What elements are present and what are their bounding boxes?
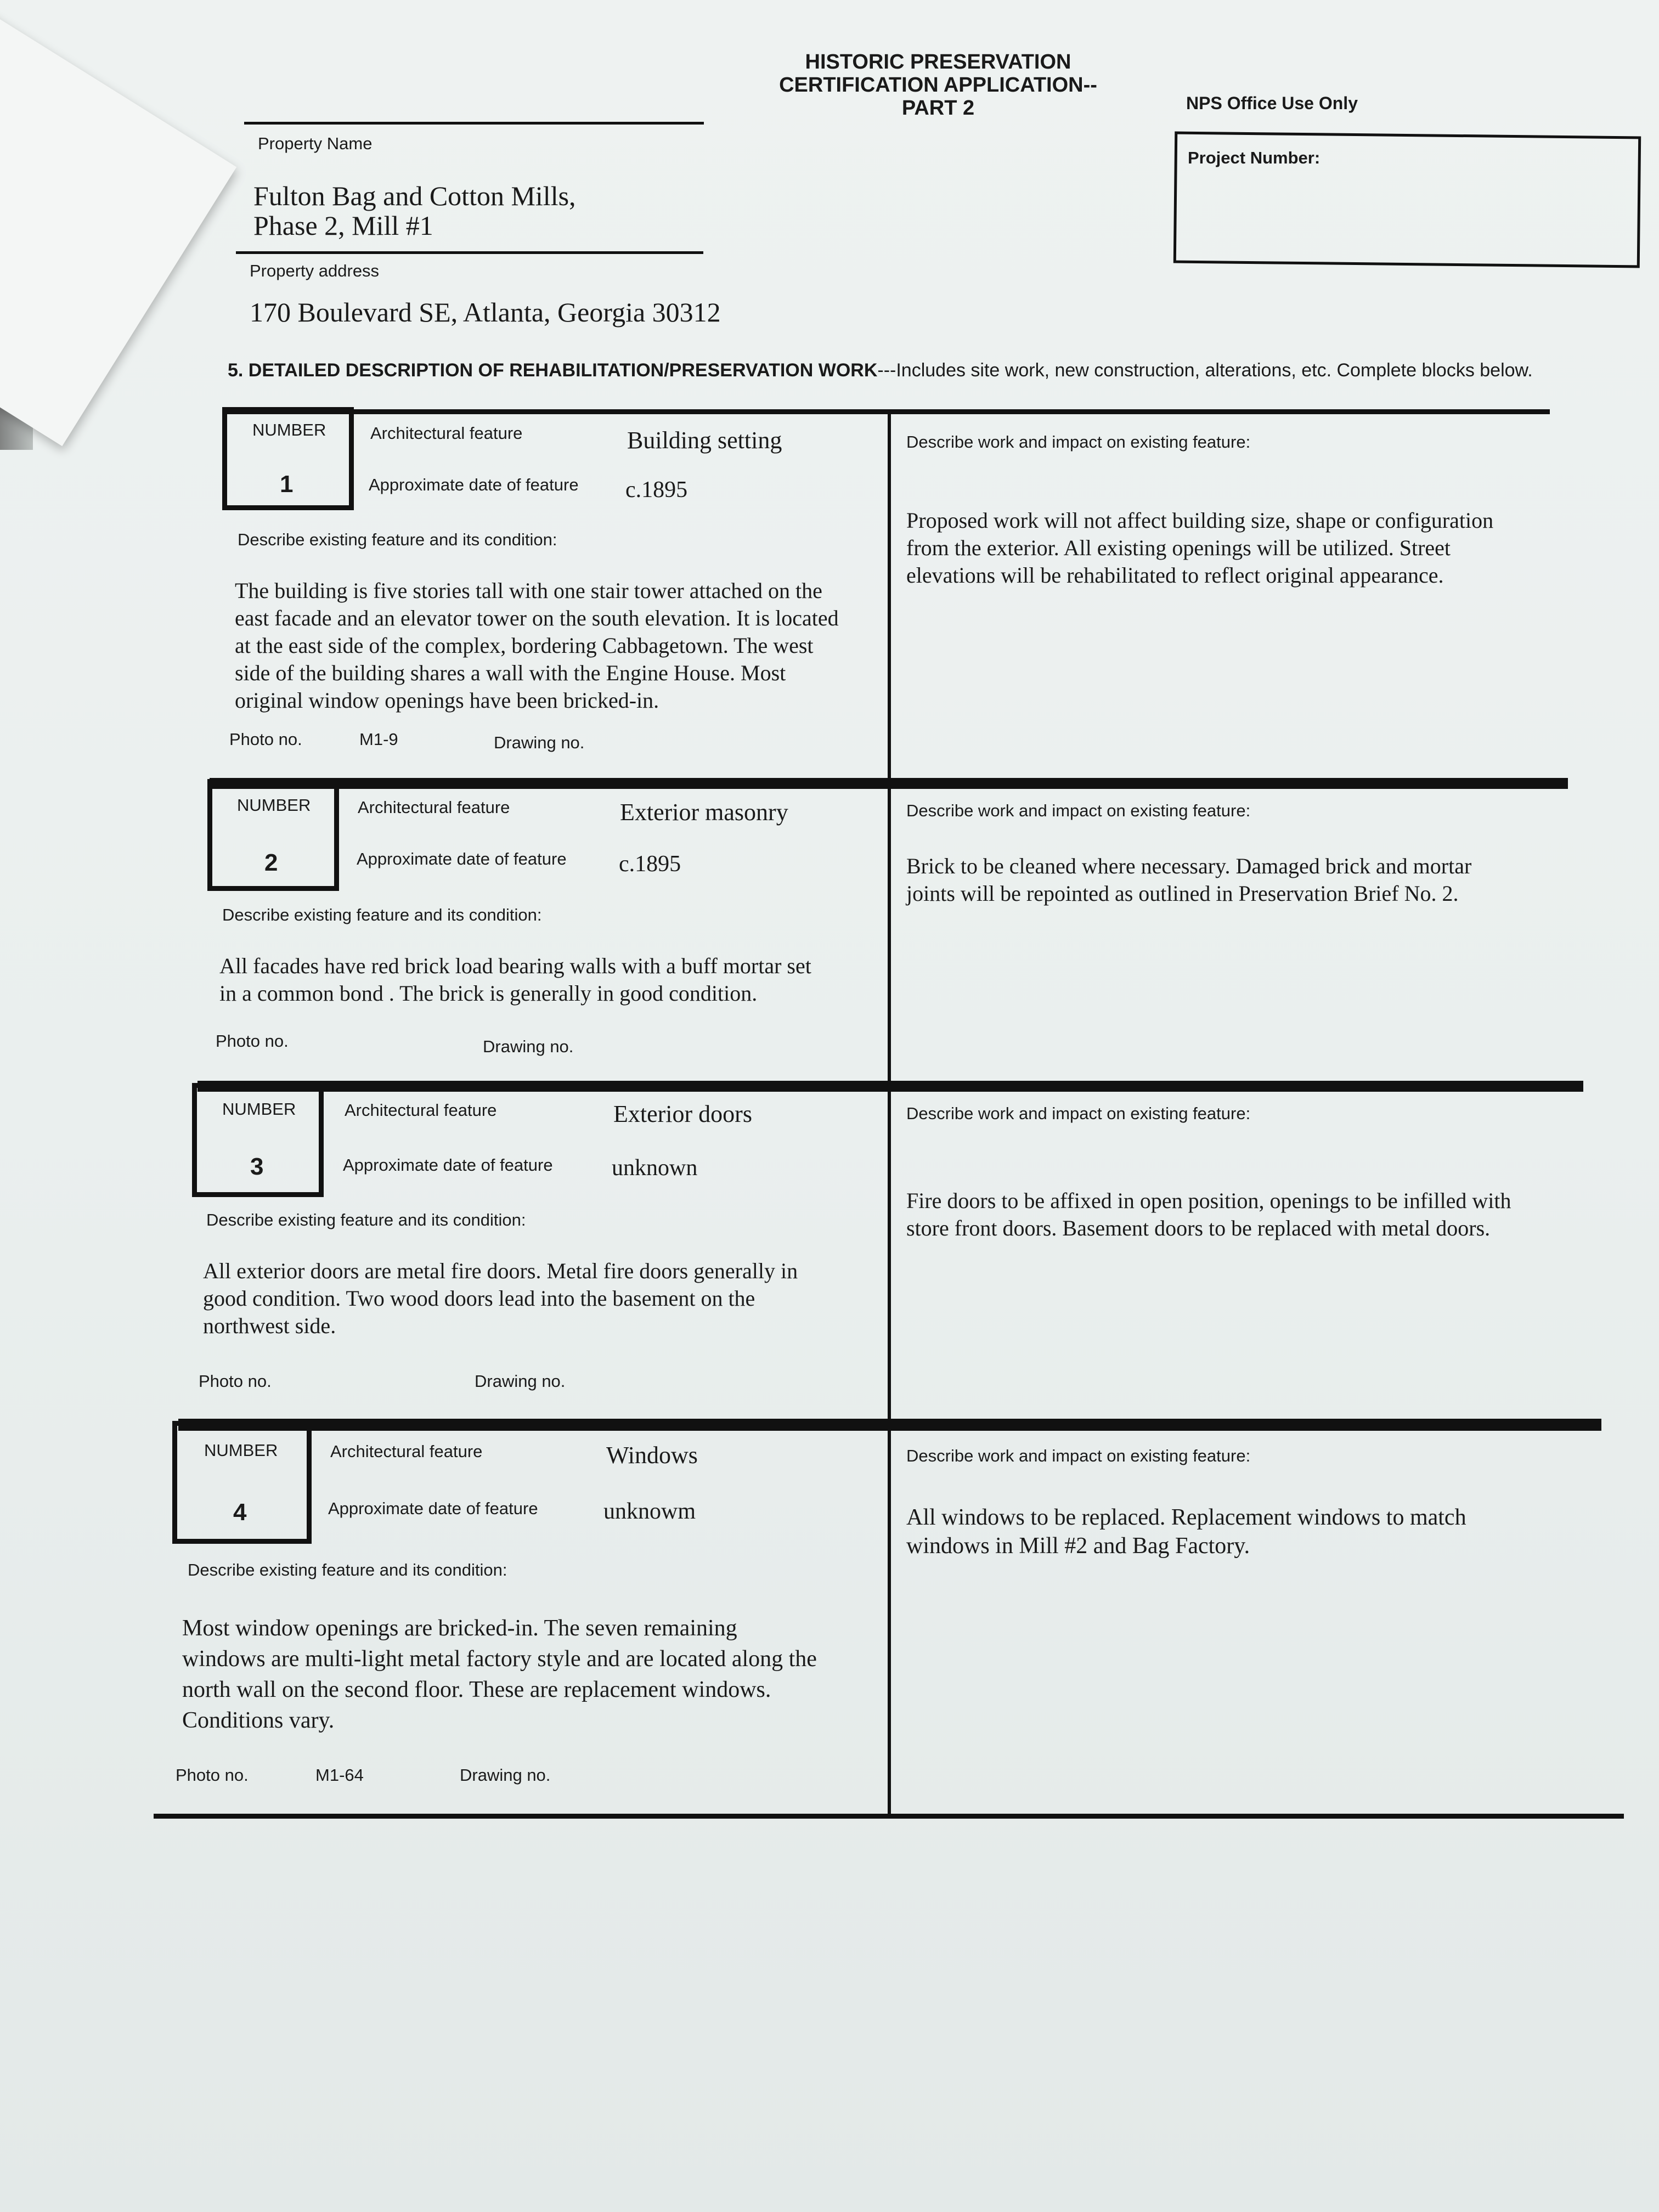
property-address-value: 170 Boulevard SE, Atlanta, Georgia 30312 — [250, 297, 721, 328]
approx-date-label: Approximate date of feature — [343, 1155, 553, 1175]
property-name-line1: Fulton Bag and Cotton Mills, — [253, 180, 576, 211]
approx-date-label: Approximate date of feature — [369, 475, 579, 494]
existing-description — [182, 1613, 817, 1736]
text-line: All facades have red brick load bearing walls with a buff mortar set — [219, 953, 811, 978]
nps-office-label: NPS Office Use Only — [1186, 93, 1358, 113]
text-line: at the east side of the complex, bordering Cabbagetown. The west — [235, 633, 814, 658]
drawing-no-label: Drawing no. — [483, 1037, 574, 1056]
text-line: store front doors. Basement doors to be replaced with metal doors. — [906, 1216, 1491, 1240]
block-number: 2 — [264, 849, 278, 876]
block-divider — [178, 1419, 1601, 1431]
text-line: from the exterior. All existing openings will be utilized. Street — [906, 535, 1451, 560]
text-line: north wall on the second floor. These are replacement windows. — [182, 1677, 771, 1702]
text-line: in a common bond . The brick is generally in good condition. — [219, 981, 758, 1006]
describe-work-label: Describe work and impact on existing feature: — [906, 432, 1251, 452]
text-line: All windows to be replaced. Replacement windows to match — [906, 1505, 1466, 1530]
approx-date-value: c.1895 — [625, 477, 688, 503]
text-line: Brick to be cleaned where necessary. Damaged brick and mortar — [906, 854, 1472, 878]
property-name-label: Property Name — [258, 134, 373, 153]
text-line: joints will be repointed as outlined in Preservation Brief No. 2. — [906, 881, 1459, 906]
divider-line — [244, 122, 704, 125]
work-description — [906, 853, 1471, 907]
section-heading — [228, 360, 1533, 381]
approx-date-value: unknown — [612, 1155, 698, 1181]
approx-date-value: unknowm — [603, 1499, 696, 1524]
arch-feature-value: Windows — [606, 1442, 698, 1469]
form-title — [757, 50, 1119, 120]
describe-work-label: Describe work and impact on existing feature: — [906, 801, 1251, 820]
text-line: east facade and an elevator tower on the south elevation. It is located — [235, 606, 839, 630]
block-number: 1 — [280, 471, 294, 498]
arch-feature-value: Exterior doors — [613, 1101, 752, 1127]
block-number: 4 — [233, 1499, 247, 1526]
number-label: NUMBER — [222, 1099, 296, 1119]
text-line: All exterior doors are metal fire doors. Metal fire doors generally in — [203, 1259, 798, 1283]
photo-no-value: M1-64 — [315, 1765, 364, 1785]
property-address-label: Property address — [250, 261, 380, 280]
arch-feature-value: Building setting — [627, 427, 782, 454]
work-description — [906, 1187, 1511, 1242]
text-line: side of the building shares a wall with the Engine House. Most — [235, 661, 786, 685]
drawing-no-label: Drawing no. — [475, 1372, 566, 1391]
property-name-value — [253, 181, 576, 240]
number-label: NUMBER — [204, 1441, 278, 1460]
number-label: NUMBER — [252, 420, 326, 439]
block-divider — [225, 409, 1550, 414]
section-heading-bold: 5. DETAILED DESCRIPTION OF REHABILITATION/PRESERVATION WORK — [228, 360, 878, 381]
text-line: Proposed work will not affect building size, shape or configuration — [906, 508, 1494, 533]
text-line: The building is five stories tall with one stair tower attached on the — [235, 578, 822, 603]
text-line: original window openings have been bricked-in. — [235, 688, 659, 713]
existing-description — [219, 952, 811, 1007]
describe-work-label: Describe work and impact on existing feature: — [906, 1104, 1251, 1123]
arch-feature-label: Architectural feature — [345, 1101, 497, 1120]
work-description — [906, 507, 1493, 589]
text-line: elevations will be rehabilitated to reflect original appearance. — [906, 563, 1444, 588]
form-title-line2: CERTIFICATION APPLICATION-- — [779, 74, 1097, 97]
block-number: 3 — [250, 1153, 264, 1180]
approx-date-label: Approximate date of feature — [357, 849, 567, 868]
describe-existing-label: Describe existing feature and its condition: — [206, 1210, 526, 1229]
number-label: NUMBER — [237, 795, 311, 815]
text-line: Conditions vary. — [182, 1708, 335, 1733]
divider-line — [236, 251, 703, 254]
text-line: Most window openings are bricked-in. The seven remaining — [182, 1616, 737, 1641]
describe-existing-label: Describe existing feature and its condition: — [222, 905, 542, 924]
block-divider — [210, 778, 1568, 789]
arch-feature-label: Architectural feature — [370, 424, 523, 443]
arch-feature-label: Architectural feature — [358, 798, 510, 817]
photo-no-label: Photo no. — [229, 730, 302, 749]
form-title-line1: HISTORIC PRESERVATION — [805, 50, 1071, 74]
existing-description — [203, 1257, 798, 1340]
describe-work-label: Describe work and impact on existing feature: — [906, 1446, 1251, 1465]
underlying-sheet-corner — [0, 0, 236, 446]
text-line: windows are multi-light metal factory style and are located along the — [182, 1646, 817, 1672]
photo-no-label: Photo no. — [216, 1031, 289, 1051]
text-line: northwest side. — [203, 1313, 336, 1338]
text-line: Fire doors to be affixed in open position, openings to be infilled with — [906, 1188, 1511, 1213]
block-divider — [198, 1081, 1583, 1092]
drawing-no-label: Drawing no. — [494, 733, 585, 752]
text-line: windows in Mill #2 and Bag Factory. — [906, 1533, 1250, 1559]
column-divider — [888, 413, 891, 1817]
work-description — [906, 1503, 1466, 1560]
property-name-line2: Phase 2, Mill #1 — [253, 210, 433, 241]
project-number-label: Project Number: — [1188, 148, 1321, 167]
approx-date-value: c.1895 — [619, 851, 681, 877]
photo-no-label: Photo no. — [199, 1372, 272, 1391]
arch-feature-label: Architectural feature — [330, 1442, 483, 1461]
photo-no-label: Photo no. — [176, 1765, 249, 1785]
arch-feature-value: Exterior masonry — [620, 799, 788, 826]
describe-existing-label: Describe existing feature and its condition: — [238, 530, 557, 549]
existing-description — [235, 577, 839, 714]
describe-existing-label: Describe existing feature and its condition: — [188, 1560, 507, 1579]
photo-no-value: M1-9 — [359, 730, 398, 749]
form-title-line3: PART 2 — [901, 97, 975, 120]
approx-date-label: Approximate date of feature — [328, 1499, 538, 1518]
text-line: good condition. Two wood doors lead into the basement on the — [203, 1286, 755, 1311]
bottom-rule — [154, 1814, 1624, 1819]
drawing-no-label: Drawing no. — [460, 1765, 551, 1785]
section-heading-note: ---Includes site work, new construction, alterations, etc. Complete blocks below. — [877, 360, 1533, 381]
